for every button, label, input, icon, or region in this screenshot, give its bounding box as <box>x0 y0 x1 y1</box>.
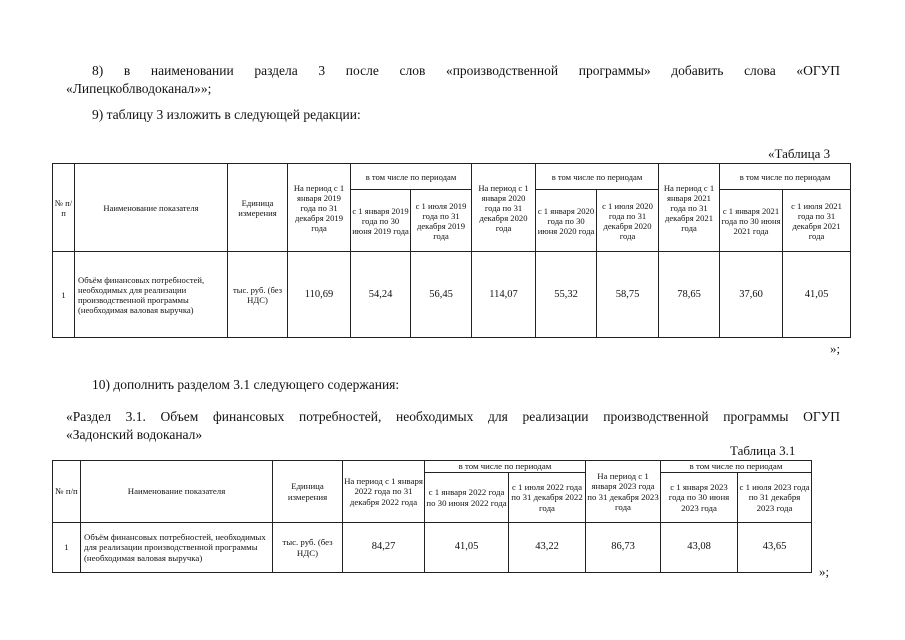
header-2019-h1: с 1 января 2019 года по 30 июня 2019 года <box>351 190 411 252</box>
header-2021: На период с 1 января 2021 года по 31 декабря 2021 года <box>659 164 720 252</box>
table-3 <box>52 163 851 338</box>
section-title-line1: «Раздел 3.1. Объем финансовых потребностей, необходимых для реализации производственной программы ОГУП <box>66 409 840 424</box>
table-3-1 <box>52 460 812 573</box>
header-including-2022: в том числе по периодам <box>425 461 586 473</box>
header-2023: На период с 1 января 2023 года по 31 декабря 2023 года <box>586 461 661 523</box>
header-including-2020: в том числе по периодам <box>536 164 659 190</box>
row-unit: тыс. руб. (без НДС) <box>273 523 343 573</box>
header-2020-h2: с 1 июля 2020 года по 31 декабря 2020 года <box>597 190 659 252</box>
value-2021-h2: 41,05 <box>783 252 851 338</box>
header-2020: На период с 1 января 2020 года по 31 декабря 2020 года <box>472 164 536 252</box>
header-2019-h2: с 1 июля 2019 года по 31 декабря 2019 года <box>411 190 472 252</box>
value-2023-h1: 43,08 <box>661 523 738 573</box>
value-2019-h2: 56,45 <box>411 252 472 338</box>
table3-caption: «Таблица 3 <box>768 146 831 161</box>
table-row <box>53 252 851 338</box>
header-2020-h1: с 1 января 2020 года по 30 июня 2020 года <box>536 190 597 252</box>
value-2021-h1: 37,60 <box>720 252 783 338</box>
table31-caption: Таблица 3.1 <box>730 443 796 458</box>
header-num: № п/п <box>53 164 75 252</box>
value-2021: 78,65 <box>659 252 720 338</box>
value-2022-h2: 43,22 <box>509 523 586 573</box>
header-including-2021: в том числе по периодам <box>720 164 851 190</box>
row-unit: тыс. руб. (без НДС) <box>228 252 288 338</box>
header-name: Наименование показателя <box>75 164 228 252</box>
item8-line1: 8) в наименовании раздела 3 после слов «производственной программы» добавить слова «ОГУП <box>92 63 840 78</box>
header-unit: Единица измерения <box>273 461 343 523</box>
item10-text: 10) дополнить разделом 3.1 следующего содержания: <box>92 377 400 392</box>
value-2022-h1: 41,05 <box>425 523 509 573</box>
header-including-2019: в том числе по периодам <box>351 164 472 190</box>
header-2022: На период с 1 января 2022 года по 31 декабря 2022 года <box>343 461 425 523</box>
row-num: 1 <box>53 523 81 573</box>
table31-end: »; <box>819 564 830 579</box>
header-2021-h2: с 1 июля 2021 года по 31 декабря 2021 года <box>783 190 851 252</box>
value-2023: 86,73 <box>586 523 661 573</box>
header-2022-h2: с 1 июля 2022 года по 31 декабря 2022 года <box>509 473 586 523</box>
value-2022: 84,27 <box>343 523 425 573</box>
value-2019: 110,69 <box>288 252 351 338</box>
value-2020-h1: 55,32 <box>536 252 597 338</box>
header-2021-h1: с 1 января 2021 года по 30 июня 2021 года <box>720 190 783 252</box>
header-num: № п/п <box>53 461 81 523</box>
value-2020: 114,07 <box>472 252 536 338</box>
item9-text: 9) таблицу 3 изложить в следующей редакции: <box>92 107 361 122</box>
header-2022-h1: с 1 января 2022 года по 30 июня 2022 года <box>425 473 509 523</box>
row-num: 1 <box>53 252 75 338</box>
table3-end: »; <box>830 341 841 356</box>
header-2023-h2: с 1 июля 2023 года по 31 декабря 2023 года <box>738 473 812 523</box>
header-unit: Единица измерения <box>228 164 288 252</box>
header-including-2023: в том числе по периодам <box>661 461 812 473</box>
header-2023-h1: с 1 января 2023 года по 30 июня 2023 года <box>661 473 738 523</box>
table-row <box>53 523 812 573</box>
header-name: Наименование показателя <box>81 461 273 523</box>
row-name: Объём финансовых потребностей, необходимых для реализации производственной программы (необходимая валовая выручка) <box>81 523 273 573</box>
value-2023-h2: 43,65 <box>738 523 812 573</box>
value-2020-h2: 58,75 <box>597 252 659 338</box>
row-name: Объём финансовых потребностей, необходимых для реализации производственной программы (необходимая валовая выручка) <box>75 252 228 338</box>
value-2019-h1: 54,24 <box>351 252 411 338</box>
header-2019: На период с 1 января 2019 года по 31 декабря 2019 года <box>288 164 351 252</box>
item8-line2: «Липецкоблводоканал»»; <box>66 81 212 96</box>
section-title-line2: «Задонский водоканал» <box>66 427 203 442</box>
